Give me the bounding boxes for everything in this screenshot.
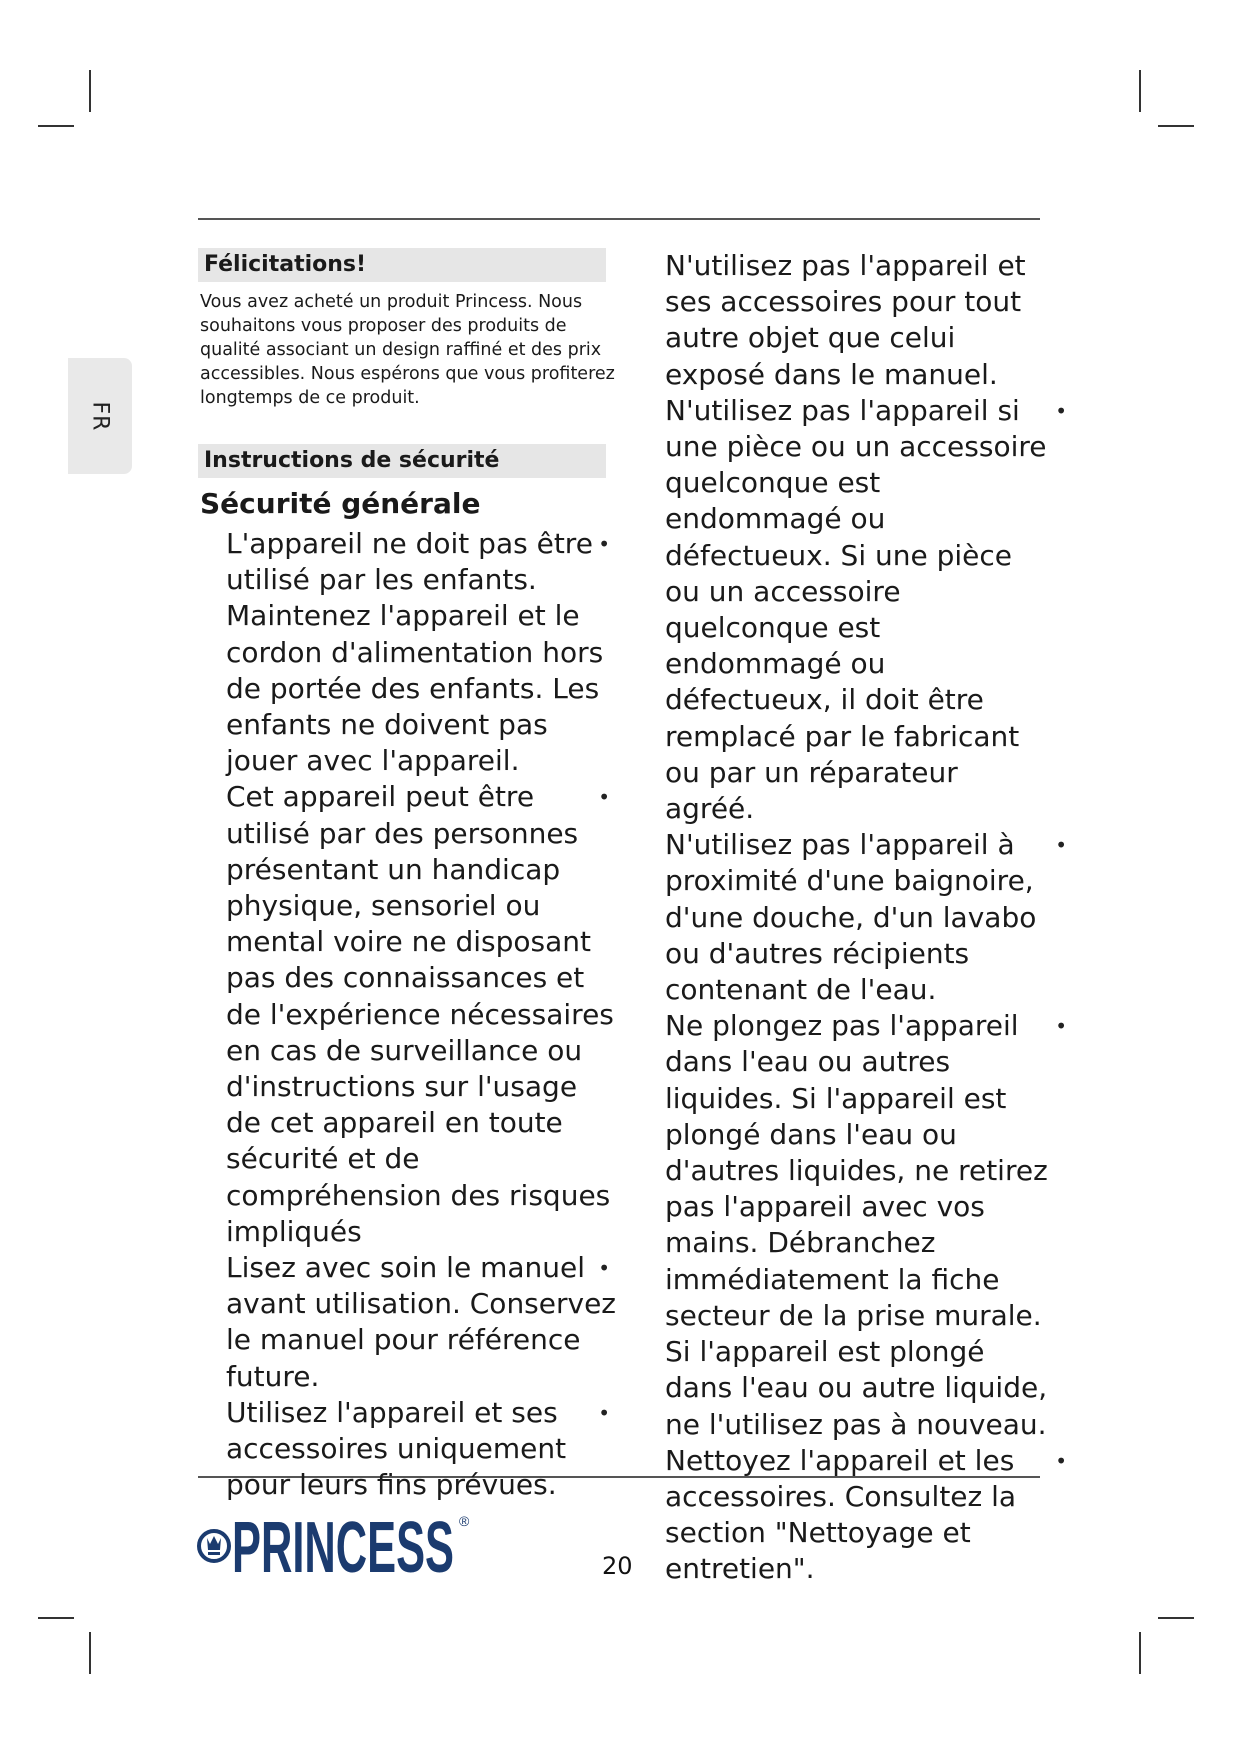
list-item xyxy=(198,526,618,598)
logo-wordmark: PRINCESS xyxy=(232,1508,454,1584)
right-safety-list xyxy=(665,248,1085,1588)
list-item xyxy=(198,1395,618,1504)
crop-mark-bottom-left-h xyxy=(38,1617,74,1619)
item-text: Maintenez l'appareil et le cordon d'alimentation hors de portée des enfants. Les enfants ne doivent pas jouer avec l'appareil. xyxy=(226,599,604,778)
bullet-icon: • xyxy=(1055,833,1067,858)
bullet-icon: • xyxy=(598,532,610,556)
crop-mark-bottom-right-v xyxy=(1139,1632,1141,1674)
item-text: N'utilisez pas l'appareil et ses accessoires pour tout autre objet que celui exposé dans le manuel. xyxy=(665,249,1026,391)
crop-mark-top-left-h xyxy=(38,125,74,127)
congrats-heading: Félicitations! xyxy=(198,248,606,282)
item-text: N'utilisez pas l'appareil si une pièce ou un accessoire quelconque est endommagé ou défectueux. Si une pièce ou un accessoire quelconque est endommagé ou défectueux, il doit être remplacé par le fabricant ou par un réparateur agréé. xyxy=(665,393,1047,826)
bullet-icon: • xyxy=(1055,398,1067,423)
crop-mark-top-right-h xyxy=(1158,125,1194,127)
bullet-icon: • xyxy=(598,1256,610,1281)
language-tab xyxy=(68,358,132,474)
right-column xyxy=(665,248,1085,1588)
list-item xyxy=(198,779,618,1250)
language-tab-label: FR xyxy=(87,401,113,431)
crown-emblem-icon xyxy=(199,1531,229,1561)
bullet-icon: • xyxy=(598,785,610,810)
item-text: Utilisez l'appareil et ses accessoires uniquement pour leurs fins prévues. xyxy=(226,1395,567,1502)
crop-mark-bottom-left-v xyxy=(89,1632,91,1674)
list-item xyxy=(665,248,1055,393)
left-safety-list xyxy=(198,526,638,1503)
top-rule xyxy=(198,218,1040,220)
item-text: Nettoyez l'appareil et les accessoires. Consultez la section "Nettoyage et entretien". xyxy=(665,1443,1017,1586)
item-text: Ne plongez pas l'appareil dans l'eau ou autres liquides. Si l'appareil est plongé dans l'eau ou d'autres liquides, ne retirez pas l'appareil avec vos mains. Débranchez immédiatement la fiche secteur de la prise murale. Si l'appareil est plongé dans l'eau ou autre liquide, ne l'utilisez pas à nouveau. xyxy=(665,1009,1048,1441)
item-text: L'appareil ne doit pas être utilisé par les enfants. xyxy=(226,527,593,597)
bullet-icon: • xyxy=(598,1400,610,1425)
list-item xyxy=(665,1443,1067,1588)
bullet-icon: • xyxy=(1055,1448,1067,1473)
item-text: Cet appareil peut être utilisé par des personnes présentant un handicap physique, sensoriel ou mental voire ne disposant pas des connaissances et de l'expérience nécessaires en cas de surveillance ou d'instructions sur l'usage de cet appareil en toute sécurité et de compréhension des risques impliqués xyxy=(226,780,614,1248)
crop-mark-top-left-v xyxy=(89,70,91,112)
safety-heading: Instructions de sécurité xyxy=(198,444,606,478)
crop-mark-top-right-v xyxy=(1139,70,1141,112)
registered-mark: ® xyxy=(459,1513,470,1529)
princess-logo xyxy=(196,1508,478,1584)
crop-mark-bottom-right-h xyxy=(1158,1617,1194,1619)
page-number: 20 xyxy=(602,1552,633,1580)
list-item xyxy=(198,1250,618,1395)
list-item xyxy=(198,598,618,779)
item-text: Lisez avec soin le manuel avant utilisation. Conservez le manuel pour référence future. xyxy=(226,1251,617,1393)
list-item xyxy=(665,1008,1067,1442)
bullet-icon: • xyxy=(1055,1014,1067,1039)
left-column xyxy=(198,248,638,1503)
list-item xyxy=(665,827,1067,1008)
list-item xyxy=(665,393,1067,827)
general-safety-title: Sécurité générale xyxy=(200,487,481,520)
congrats-text: Vous avez acheté un produit Princess. Nous souhaitons vous proposer des produits de qualité associant un design raffiné et des prix accessibles. Nous espérons que vous profiterez longtemps de ce produit. xyxy=(200,292,615,408)
item-text: N'utilisez pas l'appareil à proximité d'une baignoire, d'une douche, d'un lavabo ou d'autres récipients contenant de l'eau. xyxy=(665,828,1037,1007)
